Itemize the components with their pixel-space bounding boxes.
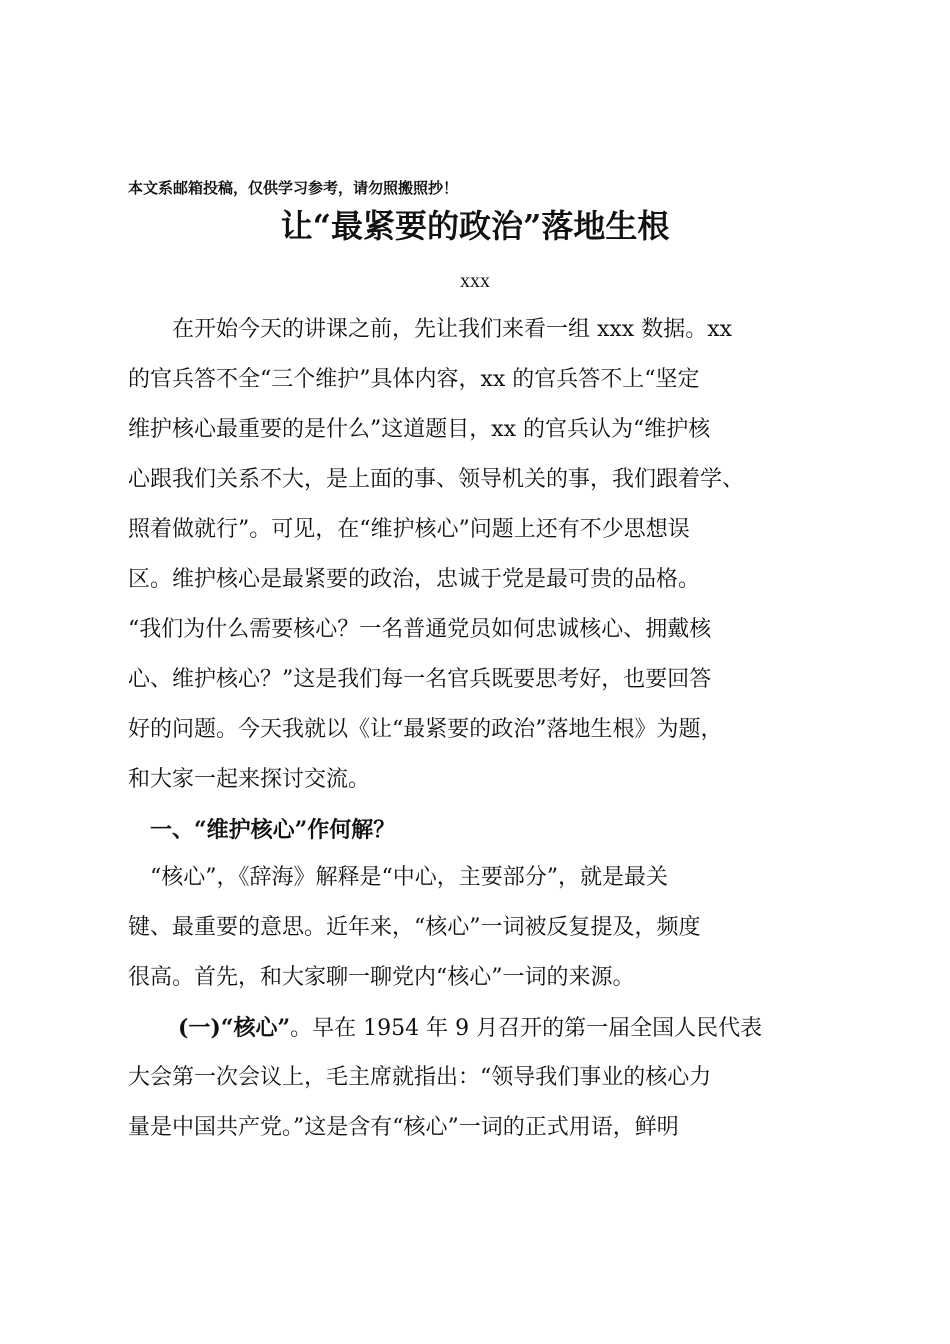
paragraph-line: 和大家一起来探讨交流。: [128, 767, 371, 792]
paragraph-line: 心跟我们关系不大，是上面的事、领导机关的事，我们跟着学、: [128, 467, 745, 492]
subsection-label: (一)“核心”: [178, 1015, 291, 1041]
paragraph-line: 照着做就行”。可见，在“维护核心”问题上还有不少思想误: [128, 517, 690, 542]
paragraph-line: “核心”，《辞海》解释是“中心，主要部分”，就是最关: [128, 865, 668, 890]
paragraph-line: 好的问题。今天我就以《让“最紧要的政治”落地生根》为题，: [128, 717, 723, 742]
subsection-line: [178, 1013, 762, 1044]
paragraph-line: 区。维护核心是最紧要的政治，忠诚于党是最可贵的品格。: [128, 567, 701, 592]
paragraph-line: 键、最重要的意思。近年来，“核心”一词被反复提及，频度: [128, 915, 701, 940]
document-title: 让“最紧要的政治”落地生根: [280, 207, 670, 245]
submission-notice: 本文系邮箱投稿，仅供学习参考，请勿照搬照抄！: [128, 179, 459, 197]
author-name: xxx: [460, 270, 490, 292]
paragraph-line: 在开始今天的讲课之前，先让我们来看一组 xxx 数据。xx: [128, 317, 733, 342]
paragraph-line: 心、维护核心？”这是我们每一名官兵既要思考好，也要回答: [128, 667, 712, 692]
paragraph-line: “我们为什么需要核心？一名普通党员如何忠诚核心、拥戴核: [128, 617, 712, 642]
subsection-text: 。早在 1954 年 9 月召开的第一届全国人民代表: [290, 1016, 763, 1041]
paragraph-line: 维护核心最重要的是什么”这道题目，xx 的官兵认为“维护核: [128, 417, 711, 442]
paragraph-line: 的官兵答不全“三个维护”具体内容，xx 的官兵答不上“坚定: [128, 367, 700, 392]
paragraph-line: 量是中国共产党。”这是含有“核心”一词的正式用语，鲜明: [128, 1115, 679, 1140]
paragraph-line: 大会第一次会议上，毛主席就指出：“领导我们事业的核心力: [128, 1065, 712, 1090]
paragraph-line: 很高。首先，和大家聊一聊党内“核心”一词的来源。: [128, 965, 635, 990]
section-heading: 一、“维护核心”作何解？: [128, 817, 396, 843]
